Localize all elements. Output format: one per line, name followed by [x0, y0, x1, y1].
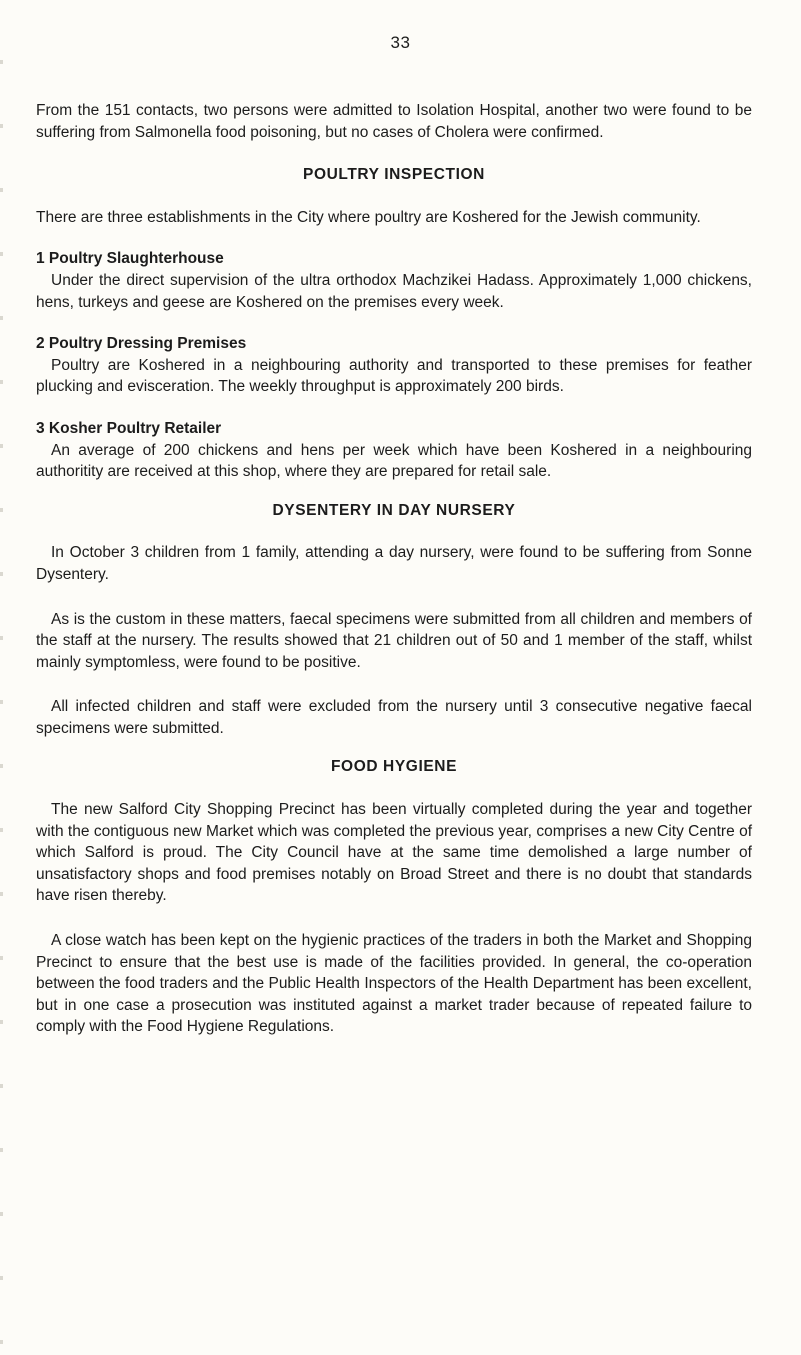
dysentery-heading: DYSENTERY IN DAY NURSERY [272, 501, 516, 519]
poultry-heading: POULTRY INSPECTION [303, 166, 485, 184]
poultry-intro: There are three establishments in the City where poultry are Koshered for the Jewish community. [36, 208, 701, 226]
dysentery-paragraph: In October 3 children from 1 family, attending a day nursery, were found to be suffering from Sonne Dysentery. [36, 544, 752, 583]
page-number: 33 [390, 33, 411, 52]
food-hygiene-paragraph: The new Salford City Shopping Precinct has been virtually completed during the year and together with the contiguous new Market which was completed the previous year, comprises a new City Centre of which Salford is proud. The City Council have at the same time demolished a large number of unsatisfactory shops and food premises notably on Broad Street and there is no doubt that standards have risen thereby. [36, 801, 752, 905]
poultry-item [36, 418, 752, 483]
dysentery-paragraph: All infected children and staff were excluded from the nursery until 3 consecutive negative faecal specimens were submitted. [36, 698, 752, 737]
dysentery-paragraph: As is the custom in these matters, faecal specimens were submitted from all children and members of the staff at the nursery. The results showed that 21 children out of 50 and 1 member of the staff, whilst mainly symptomless, were found to be positive. [36, 610, 752, 671]
page-content [36, 100, 752, 1038]
poultry-item [36, 248, 752, 313]
poultry-item-title: 2 Poultry Dressing Premises [36, 335, 247, 353]
intro-paragraph: From the 151 contacts, two persons were admitted to Isolation Hospital, another two were found to be suffering from Salmonella food poisoning, but no cases of Cholera were confirmed. [36, 102, 752, 141]
poultry-item [36, 333, 752, 398]
food-hygiene-heading: FOOD HYGIENE [330, 758, 458, 776]
food-hygiene-paragraph: A close watch has been kept on the hygienic practices of the traders in both the Market and Shopping Precinct to ensure that the best use is made of the facilities provided. In general, the co-operation between the food traders and the Public Health Inspectors of the Health Department has been excellent, but in one case a prosecution was instituted against a market trader because of repeated failure to comply with the Food Hygiene Regulations. [36, 932, 752, 1036]
poultry-item-title: 3 Kosher Poultry Retailer [36, 419, 222, 437]
poultry-item-text: Under the direct supervision of the ultra orthodox Machzikei Hadass. Approximately 1,000 chickens, hens, turkeys and geese are Koshered on the premises every week. [36, 271, 752, 311]
scan-edge-marks [0, 0, 3, 1355]
poultry-item-text: An average of 200 chickens and hens per week which have been Koshered in a neighbouring authoritity are received at this shop, where they are prepared for retail sale. [36, 441, 752, 481]
poultry-item-title: 1 Poultry Slaughterhouse [36, 250, 224, 268]
poultry-item-text: Poultry are Koshered in a neighbouring authority and transported to these premises for feather plucking and evisceration. The weekly throughput is approximately 200 birds. [36, 356, 752, 396]
